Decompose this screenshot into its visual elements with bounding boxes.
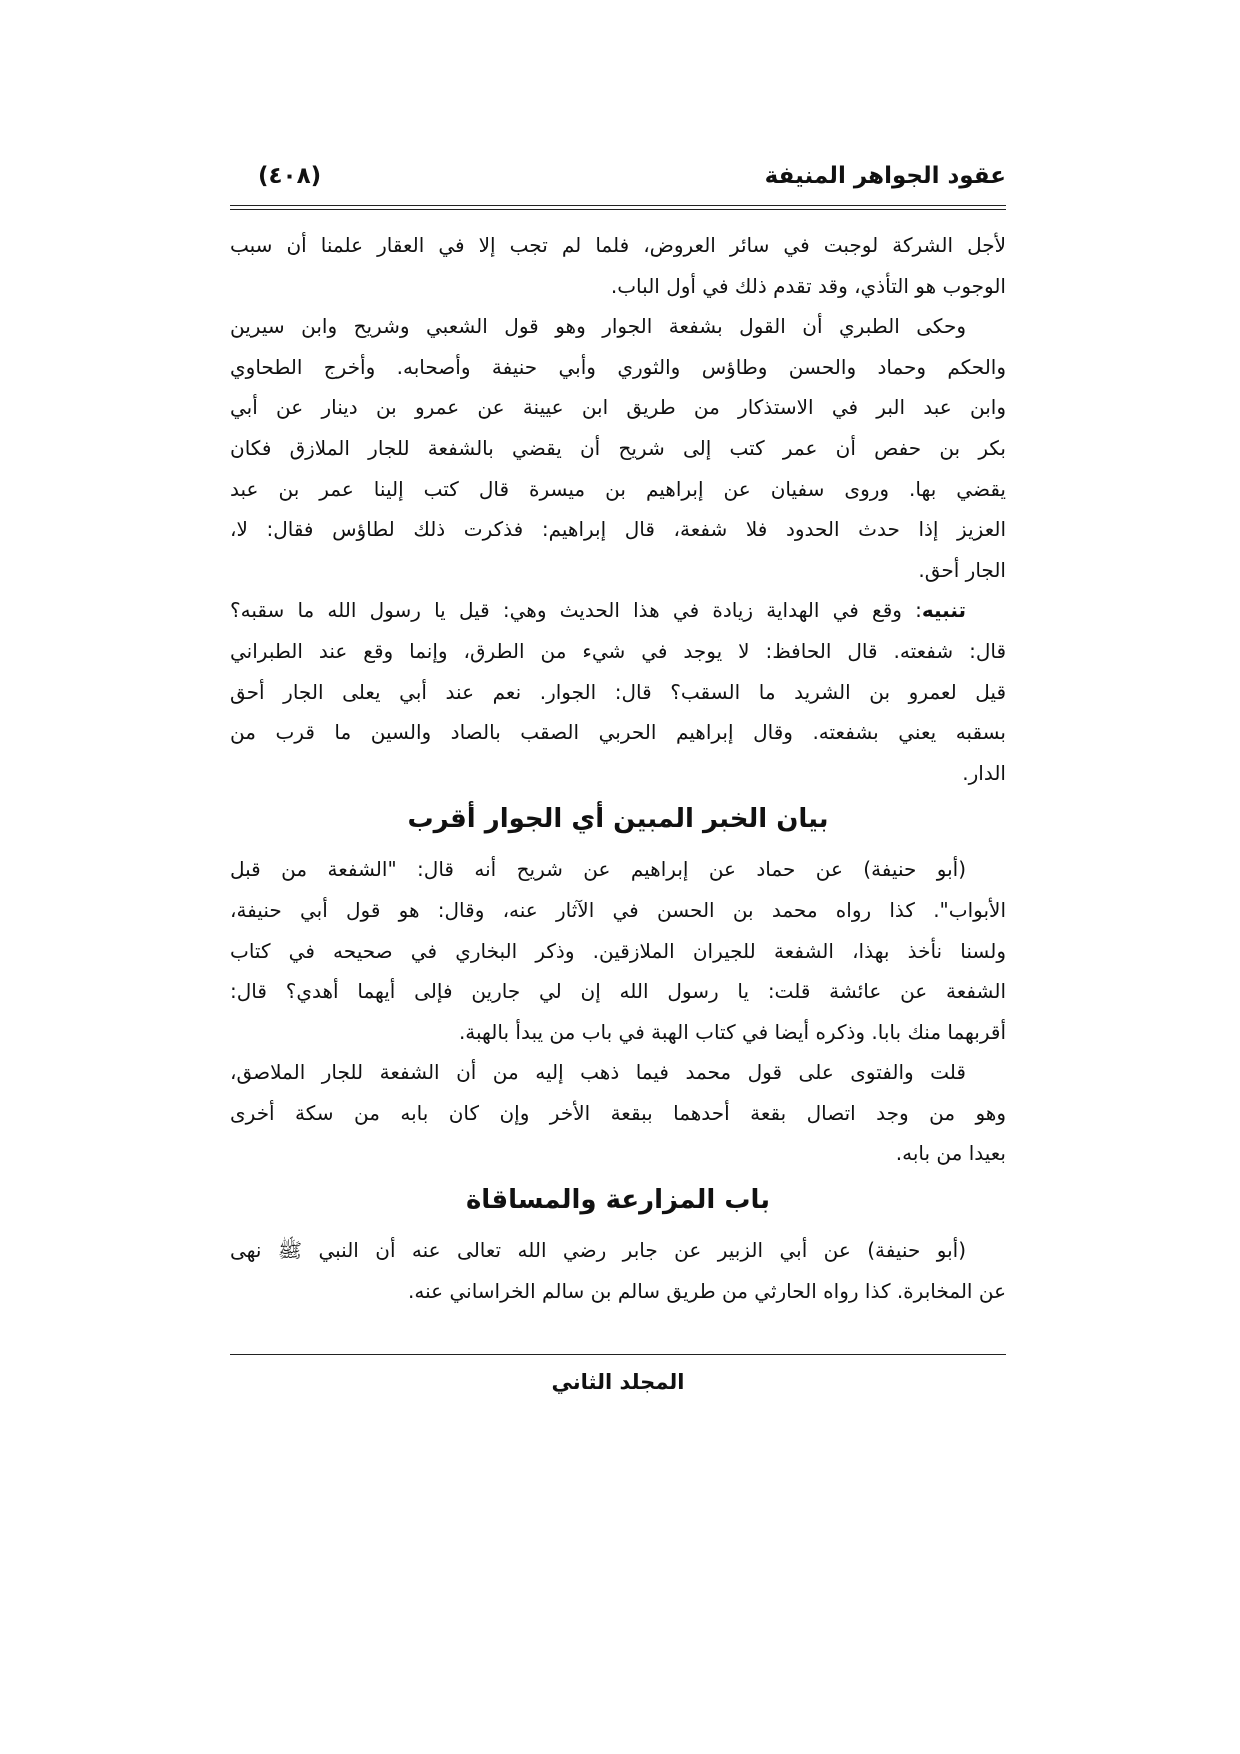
- paragraph: [230, 590, 1006, 793]
- section-heading: بيان الخبر المبين أي الجوار أقرب: [407, 804, 829, 835]
- text-line: الشفعة عن عائشة قلت: يا رسول الله إن لي جارين فإلى أيهما أهدي؟ قال:: [230, 979, 1006, 1004]
- header-rule: [230, 205, 1006, 210]
- footer-rule: [230, 1354, 1006, 1355]
- text-line: قال: شفعته. قال الحافظ: لا يوجد في شيء من الطرق، وإنما وقع عند الطبراني: [230, 638, 1006, 663]
- book-title: عقود الجواهر المنيفة: [764, 163, 1006, 189]
- text-line: بعيدا من بابه.: [895, 1141, 1006, 1166]
- text-line: وابن عبد البر في الاستذكار من طريق ابن عيينة عن عمرو بن دينار عن أبي: [230, 395, 1006, 420]
- text-line: الجار أحق.: [918, 557, 1006, 582]
- text-line: الدار.: [962, 760, 1006, 785]
- paragraph: [230, 1230, 1006, 1311]
- text-line: وحكى الطبري أن القول بشفعة الجوار وهو قول الشعبي وشريح وابن سيرين: [230, 314, 966, 339]
- paragraph: [230, 849, 1006, 1052]
- text-line: والحكم وحماد والحسن وطاؤس والثوري وأبي حنيفة وأصحابه. وأخرج الطحاوي: [230, 354, 1006, 379]
- text-line: يقضي بها. وروى سفيان عن إبراهيم بن ميسرة قال كتب إلينا عمر بن عبد: [230, 476, 1006, 501]
- text-line: (أبو حنيفة) عن أبي الزبير عن جابر رضي الله تعالى عنه أن النبي ﷺ نهى: [230, 1238, 966, 1263]
- text-line: العزيز إذا حدث الحدود فلا شفعة، قال إبراهيم: فذكرت ذلك لطاؤس فقال: لا،: [230, 517, 1006, 542]
- paragraph: [230, 306, 1006, 590]
- text-line: الأبواب". كذا رواه محمد بن الحسن في الآثار عنه، وقال: هو قول أبي حنيفة،: [230, 897, 1006, 922]
- text-line: عن المخابرة. كذا رواه الحارثي من طريق سالم بن سالم الخراساني عنه.: [408, 1278, 1006, 1303]
- page-body: [230, 225, 1006, 1311]
- text-line: لأجل الشركة لوجبت في سائر العروض، فلما لم تجب إلا في العقار علمنا أن سبب: [230, 233, 1006, 257]
- text-line: [230, 590, 1006, 631]
- page-number: (٤٠٨): [258, 163, 322, 189]
- section-heading: باب المزارعة والمساقاة: [465, 1185, 771, 1216]
- paragraph: [230, 225, 1006, 306]
- text-line: بكر بن حفص أن عمر كتب إلى شريح أن يقضي بالشفعة للجار الملازق فكان: [230, 435, 1006, 460]
- volume-footer: المجلد الثاني: [551, 1370, 685, 1394]
- line-text: : وقع في الهداية زيادة في هذا الحديث وهي: قيل يا رسول الله ما سقبه؟: [230, 598, 922, 623]
- running-header: [230, 163, 1006, 203]
- text-line: (أبو حنيفة) عن حماد عن إبراهيم عن شريح أنه قال: "الشفعة من قبل: [230, 857, 966, 882]
- text-line: قلت والفتوى على قول محمد فيما ذهب إليه من أن الشفعة للجار الملاصق،: [230, 1060, 966, 1085]
- text-line: وهو من وجد اتصال بقعة أحدهما ببقعة الأخر وإن كان بابه من سكة أخرى: [230, 1100, 1006, 1125]
- text-line: بسقبه يعني بشفعته. وقال إبراهيم الحربي الصقب بالصاد والسين ما قرب من: [230, 720, 1006, 745]
- text-line: قيل لعمرو بن الشريد ما السقب؟ قال: الجوار. نعم عند أبي يعلى الجار أحق: [230, 679, 1006, 704]
- note-label: تنبيه: [921, 598, 966, 623]
- text-line: ولسنا نأخذ بهذا، الشفعة للجيران الملازقين. وذكر البخاري في صحيحه في كتاب: [230, 938, 1006, 963]
- text-line: أقربهما منك بابا. وذكره أيضا في كتاب الهبة في باب من يبدأ بالهبة.: [458, 1019, 1006, 1044]
- text-line: الوجوب هو التأذي، وقد تقدم ذلك في أول الباب.: [610, 273, 1006, 298]
- paragraph: [230, 1052, 1006, 1174]
